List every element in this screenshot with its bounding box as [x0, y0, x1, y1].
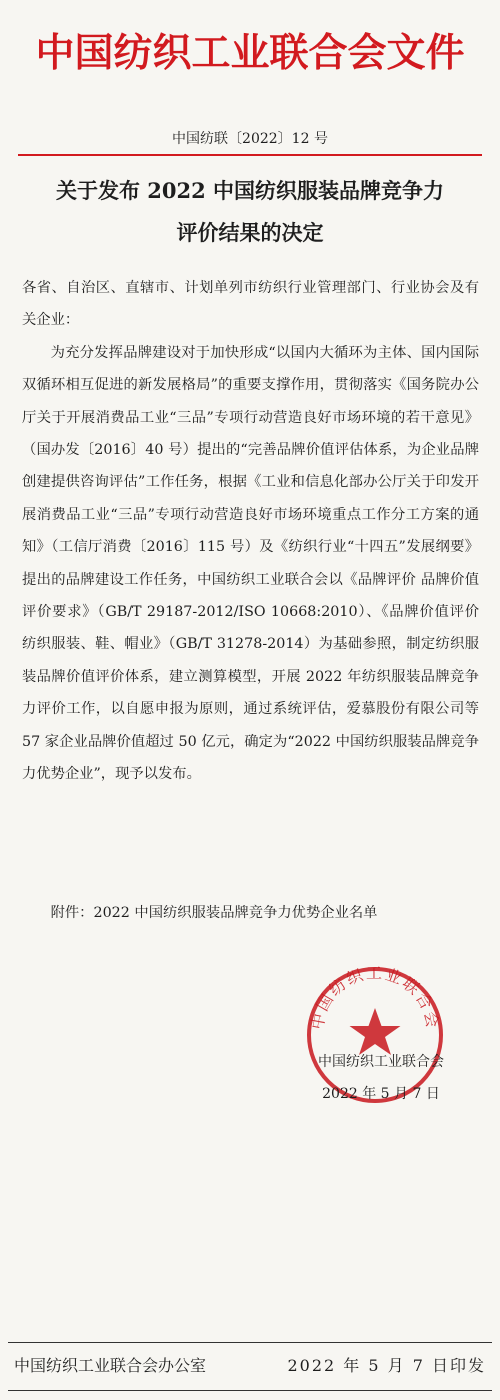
- document-subject: [20, 170, 480, 254]
- footer-rule-bottom: [8, 1390, 492, 1391]
- signature-org: 中国纺织工业联合会: [318, 1054, 444, 1070]
- seal-text: 中国纺织工业联合会: [307, 963, 443, 1031]
- footer-rule-top: [8, 1342, 492, 1343]
- footer-issue-date: 2022 年 5 月 7 日印发: [287, 1356, 486, 1375]
- footer-issuing-office: 中国纺织工业联合会办公室: [14, 1356, 207, 1375]
- subject-line-2: 评价结果的决定: [176, 220, 324, 245]
- document-header-title: 中国纺织工业联合会文件: [35, 30, 465, 76]
- document-body: [22, 272, 479, 791]
- attachment-line: 附件：2022 中国纺织服装品牌竞争力优势企业名单: [50, 905, 378, 921]
- red-divider-line: [18, 154, 482, 156]
- addressee: 各省、自治区、直辖市、计划单列市纺织行业管理部门、行业协会及有关企业：: [22, 280, 479, 329]
- document-number: 中国纺联〔2022〕12 号: [172, 131, 328, 147]
- subject-line-1: 关于发布 2022 中国纺织服装品牌竞争力: [55, 178, 445, 203]
- signature-date: 2022 年 5 月 7 日: [322, 1086, 440, 1102]
- signature-block: [286, 1046, 476, 1110]
- body-paragraph: 为充分发挥品牌建设对于加快形成“以国内大循环为主体、国内国际双循环相互促进的新发展格局”的重要支撑作用，贯彻落实《国务院办公厅关于开展消费品工业“三品”专项行动营造良好市场环境的若干意见》（国办发〔2016〕40 号）提出的“完善品牌价值评估体系，为企业品牌创建提供咨询评估”工作任务，根据《工业和信息化部办公厅关于印发开展消费品工业“三品”专项行动营造良好市场环境重点工作分工方案的通知》（工信厅消费〔2016〕115 号）及《纺织行业“十四五”发展纲要》提出的品牌建设工作任务，中国纺织工业联合会以《品牌评价 品牌价值评价要求》（GB/T 29187-2012/ISO 10668:2010）、《品牌价值评价 纺织服装、鞋、帽业》（GB/T 31278-2014）为基础参照，制定纺织服装品牌价值评价体系，建立测算模型，开展 2022 年纺织服装品牌竞争力评价工作，以自愿申报为原则，通过系统评估，爱慕股份有限公司等 57 家企业品牌价值超过 50 亿元，确定为“2022 中国纺织服装品牌竞争力优势企业”，现予以发布。: [22, 344, 479, 783]
